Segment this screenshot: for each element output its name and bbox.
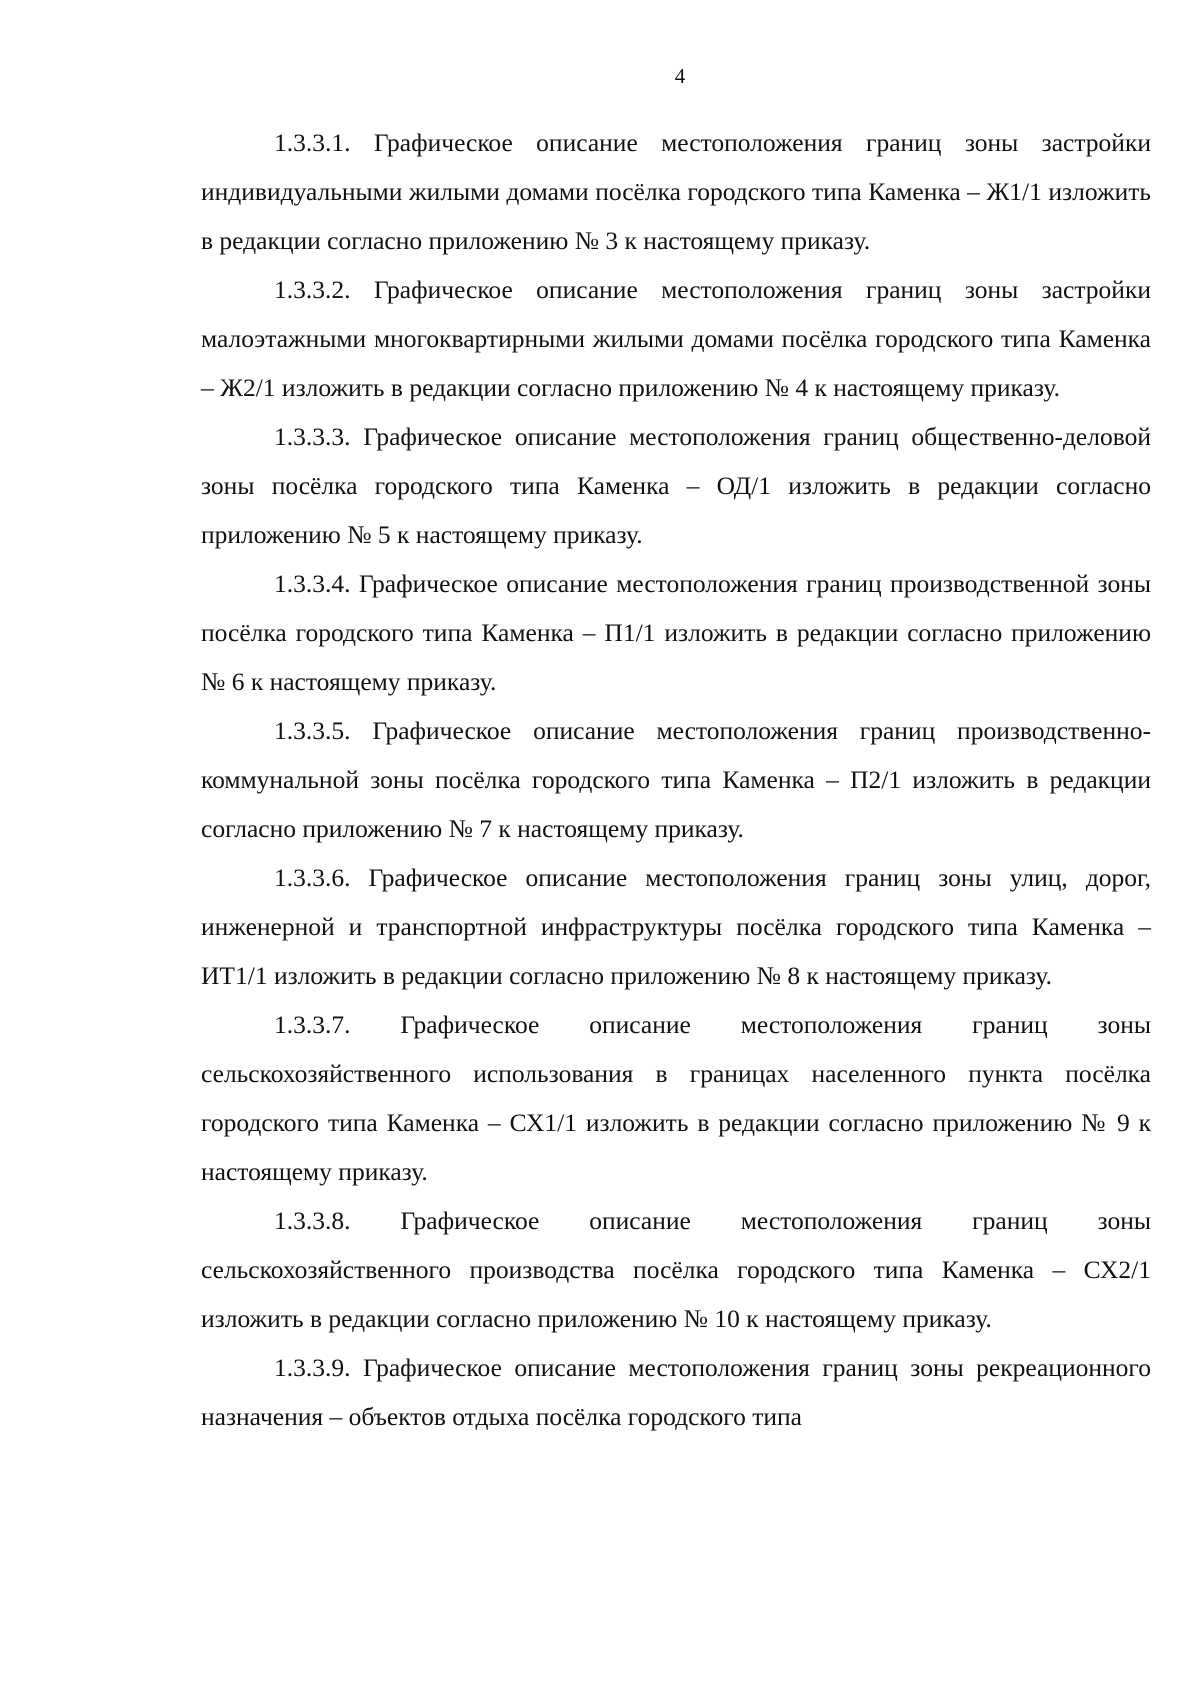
paragraph-1-3-3-3: 1.3.3.3. Графическое описание местоположения границ общественно-деловой зоны посёлка городского типа Каменка – ОД/1 изложить в редакции согласно приложению № 5 к настоящему приказу. (201, 422, 1151, 549)
paragraph-1-3-3-6: 1.3.3.6. Графическое описание местоположения границ зоны улиц, дорог, инженерной и транспортной инфраструктуры посёлка городского типа Каменка – ИТ1/1 изложить в редакции согласно приложению № 8 к настоящему приказу. (201, 863, 1151, 990)
document-body (201, 118, 1151, 1441)
paragraph-1-3-3-1: 1.3.3.1. Графическое описание местоположения границ зоны застройки индивидуальными жилыми домами посёлка городского типа Каменка – Ж1/1 изложить в редакции согласно приложению № 3 к настоящему приказу. (201, 128, 1151, 255)
paragraph-1-3-3-2: 1.3.3.2. Графическое описание местоположения границ зоны застройки малоэтажными многоквартирными жилыми домами посёлка городского типа Каменка – Ж2/1 изложить в редакции согласно приложению № 4 к настоящему приказу. (201, 275, 1151, 402)
paragraph-1-3-3-8: 1.3.3.8. Графическое описание местоположения границ зоны сельскохозяйственного производства посёлка городского типа Каменка – СХ2/1 изложить в редакции согласно приложению № 10 к настоящему приказу. (201, 1206, 1151, 1333)
paragraph-1-3-3-4: 1.3.3.4. Графическое описание местоположения границ производственной зоны посёлка городского типа Каменка – П1/1 изложить в редакции согласно приложению № 6 к настоящему приказу. (201, 569, 1151, 696)
paragraph-1-3-3-5: 1.3.3.5. Графическое описание местоположения границ производственно-коммунальной зоны посёлка городского типа Каменка – П2/1 изложить в редакции согласно приложению № 7 к настоящему приказу. (201, 716, 1151, 843)
paragraph-1-3-3-7: 1.3.3.7. Графическое описание местоположения границ зоны сельскохозяйственного использования в границах населенного пункта посёлка городского типа Каменка – СХ1/1 изложить в редакции согласно приложению № 9 к настоящему приказу. (201, 1010, 1151, 1186)
paragraph-1-3-3-9: 1.3.3.9. Графическое описание местоположения границ зоны рекреационного назначения – объектов отдыха посёлка городского типа (201, 1353, 1151, 1431)
page-number: 4 (674, 64, 686, 88)
